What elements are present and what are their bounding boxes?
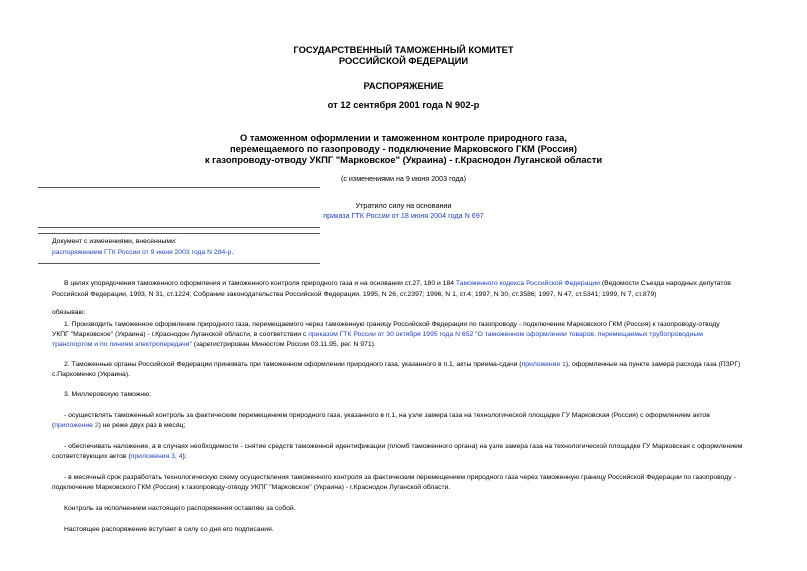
amendments-link[interactable]: распоряжением ГТК России от 9 июня 2003 года N 284-р [52,249,232,256]
org-name-line2: РОССИЙСКОЙ ФЕДЕРАЦИИ [338,55,469,66]
lost-force-link[interactable]: приказа ГТК России от 18 июня 2004 года N 697 [323,211,484,220]
amendments-label: Документ с изменениями, внесенными: [52,238,177,245]
duty1-line2 [52,421,770,431]
duty2-line2 [52,452,770,462]
appendix-2-link[interactable]: приложение 2 [54,422,99,429]
duty1-line1: - осуществлять таможенный контроль за фактическим перемещением природного газа, указанного в п.1, на узле замера газа на технологической площадке ГУ Марковская (Россия) с оформлением актов [64,412,710,419]
divider [38,263,320,264]
customs-code-link[interactable]: Таможенного кодекса Российской Федерации [455,280,600,287]
doc-title-line1: О таможенном оформлении и таможенном контроле природного газа, [240,132,567,143]
preamble-text: (Ведомости Съезда народных депутатов [601,280,731,287]
lost-force-line [0,211,807,221]
duty3-line1: - в месячный срок разработать технологическую схему осуществления таможенного контроля за фактическим перемещением природного газа через таможенную границу Российской Федерации по газопроводу - [64,474,736,481]
appendix-1-link[interactable]: приложение 1 [521,361,566,368]
control-text: Контроль за исполнением настоящего распоряжения оставляю за собой. [64,505,296,512]
order-652-link[interactable]: приказом ГТК России от 30 октября 1995 года N 652 "О таможенном оформлении товаров, перемещаемых трубопроводным [308,331,703,338]
item1-line3 [52,340,770,350]
duty2-line1: - обеспечивать наложение, а в случаях необходимости - снятие средств таможенной идентификации (пломб таможенного органа) на узле замера газа на технологической площадке ГУ Марковская с оформлением [64,443,743,450]
item1-text: УКПГ "Марковское" (Украина) - г.Краснодон Луганской области, в соответствии с [52,331,307,338]
item1-text: (зарегистрирован Минюстом России 03.11.95, рег. N 971). [193,341,376,348]
preamble-line1 [52,279,770,289]
order-652-link-cont[interactable]: транспортом и по линиям электропередачи" [52,341,192,348]
item2-text: ), оформленные на пункте замера расхода газа (ПЗРГ) [565,361,741,368]
org-name-line1: ГОСУДАРСТВЕННЫЙ ТАМОЖЕННЫЙ КОМИТЕТ [293,44,514,55]
item2-line2: с.Пархоменко (Украина). [52,371,130,378]
preamble-text: В целях упорядочения таможенного оформления и таможенного контроля природного газа и на основании ст.27, 180 и 184 [64,280,455,287]
divider [38,233,320,234]
duty2-text: ); [182,453,187,460]
doc-date: от 12 сентября 2001 года N 902-р [327,99,480,110]
divider [38,187,320,188]
effective-text: Настоящее распоряжение вступает в силу со дня его подписания. [64,526,274,533]
obligate-text: обязываю: [52,309,86,316]
item2-line1 [52,360,770,370]
doc-title-line2: перемещаемого по газопроводу - подключение Марковского ГКМ (Россия) [230,143,577,154]
lost-force-text: Утратило силу на основании [355,201,452,210]
item3-heading: 3. Миллеровскую таможню: [64,391,152,398]
item1-line2 [52,330,770,340]
duty3-line2: подключение Марковского ГКМ (Россия) к газопроводу-отводу УКПГ "Марковское" (Украина) - г.Краснодон Луганской области. [52,484,451,491]
duty1-text: ( [52,422,55,429]
doc-title-line3: к газопроводу-отводу УКПГ "Марковское" (Украина) - г.Краснодон Луганской области [204,154,603,165]
doc-type: РАСПОРЯЖЕНИЕ [363,80,444,91]
duty2-text: соответствующих актов ( [52,453,131,460]
item1-line1: 1. Производить таможенное оформление природного газа, перемещаемого через таможенную границу Российской Федерации по газопроводу - подключение Марковского ГКМ (Россия) к газопроводу-отводу [64,321,720,328]
preamble-line2: Российской Федерации, 1993, N 31, ст.1224; Собрание законодательства Российской Федерации, 1995, N 26, ст.2397; 1996, N 1, ст.4; 1997, N 30, ст.3586; 1997, N 47, ст.5341; 1999, N 7, ст.879) [52,291,657,298]
divider [38,227,320,228]
amendments-suffix: . [231,249,234,256]
amendments-line [52,248,770,258]
amended-note: (с изменениями на 9 июня 2003 года) [340,174,467,183]
item2-text: 2. Таможенные органы Российской Федерации принимать при таможенном оформлении природного газа, указанного в п.1, акты приема-сдачи ( [64,361,522,368]
appendix-3-4-link[interactable]: приложения 3, 4 [130,453,183,460]
duty1-text: ) не реже двух раз в месяц; [98,422,186,429]
